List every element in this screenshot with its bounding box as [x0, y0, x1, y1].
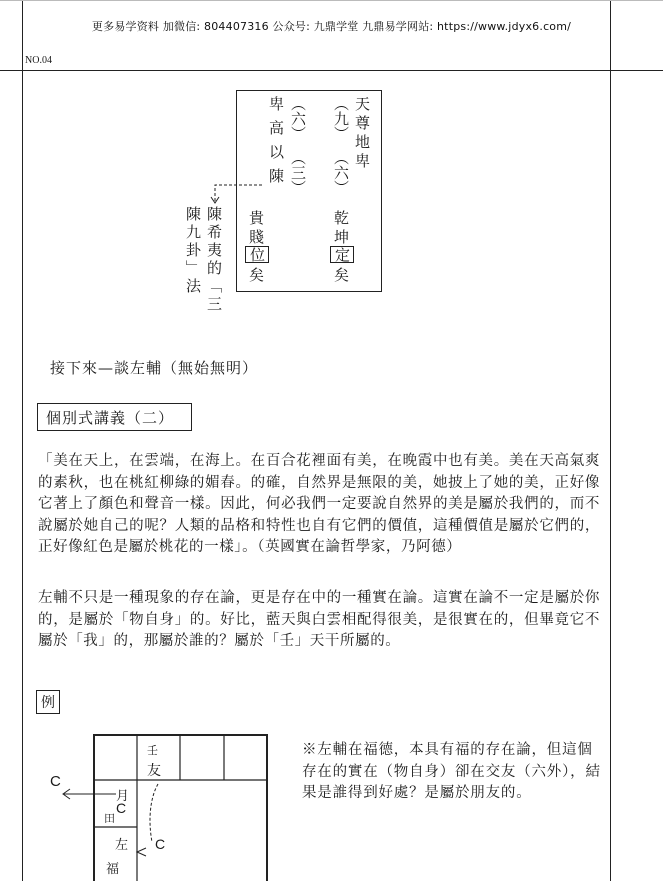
example-note: ※左輔在福德，本具有福的存在論，但這個存在的實在（物自身）卻在交友（六外），結果是誰得到好處？是屬於朋友的。 — [302, 742, 601, 801]
diagram-col-left-top: 卑高以陳 — [267, 96, 285, 192]
example-label: 例 — [36, 690, 60, 714]
diagram-col-left-bottom: 貴賤 — [247, 210, 265, 248]
cell-c: C — [116, 800, 127, 816]
cell-yue: 月 — [116, 789, 130, 804]
diagram-col-right-boxed: 定 — [330, 246, 354, 263]
example-chart-grid — [40, 730, 280, 881]
diagram-col-left-num-2: （三） — [289, 150, 307, 195]
page-number: NO.04 — [25, 55, 52, 66]
diagram-col-right-top: 天尊地卑 — [353, 96, 371, 172]
arrow-c-outer: C — [50, 773, 61, 790]
side-note-col-2: 陳九卦」法 — [184, 206, 202, 296]
cell-zuo: 左 — [115, 838, 129, 853]
diagram-col-right-num-2: （六） — [332, 150, 350, 195]
section-title-text: 個別式講義（二） — [46, 409, 175, 427]
diagram-col-left-boxed: 位 — [245, 246, 269, 263]
intro-line: 接下來—談左輔（無始無明） — [50, 359, 259, 377]
cell-fu: 福 — [106, 862, 120, 877]
section-title — [37, 403, 192, 431]
diagram-dashed-arrow — [200, 170, 270, 210]
left-margin-line — [22, 0, 23, 881]
header-rule — [0, 70, 663, 71]
top-rule — [0, 0, 663, 1]
cell-you: 友 — [147, 763, 161, 779]
paragraph-zuofu: 左輔不只是一種現象的存在論，更是存在中的一種實在論。這實在論不一定是屬於你的，是屬於「物自身」的。好比，藍天與白雲相配得很美，是很實在的，但畢竟它不屬於「我」的，那屬於誰的？屬於「壬」天干所屬的。 — [38, 590, 600, 649]
diagram-col-right-num-1: （九） — [332, 96, 350, 141]
side-note-col-1: 陳希夷的「三 — [205, 206, 223, 314]
arrow-c-inner: C — [155, 836, 166, 852]
diagram-col-right-bottom: 乾坤 — [332, 210, 350, 248]
diagram-col-left-num-1: （六） — [289, 96, 307, 141]
diagram-col-left-end: 矣 — [247, 267, 265, 286]
right-margin-line — [610, 0, 611, 881]
diagram-col-right-end: 矣 — [332, 267, 350, 286]
paragraph-quote: 「美在天上，在雲端，在海上。在百合花裡面有美，在晚霞中也有美。美在天高氣爽的素秋，也在桃紅柳綠的媚春。的確，自然界是無限的美，她披上了她的美，正好像它著上了顏色和聲音一樣。因此，何必我們一定要說自然界的美是屬於我們的，而不說屬於她自己的呢？人類的品格和特性也自有它們的價值，這種價值是屬於它們的，正好像紅色是屬於桃花的一樣」。（英國實在論哲學家，乃阿德） — [38, 453, 600, 555]
cell-ren: 壬 — [147, 744, 158, 757]
watermark-header: 更多易学资料 加微信: 804407316 公众号: 九鼎学堂 九鼎易学网站: https://www.jdyx6.com/ — [91, 20, 572, 33]
cell-tian: 田 — [104, 812, 115, 825]
